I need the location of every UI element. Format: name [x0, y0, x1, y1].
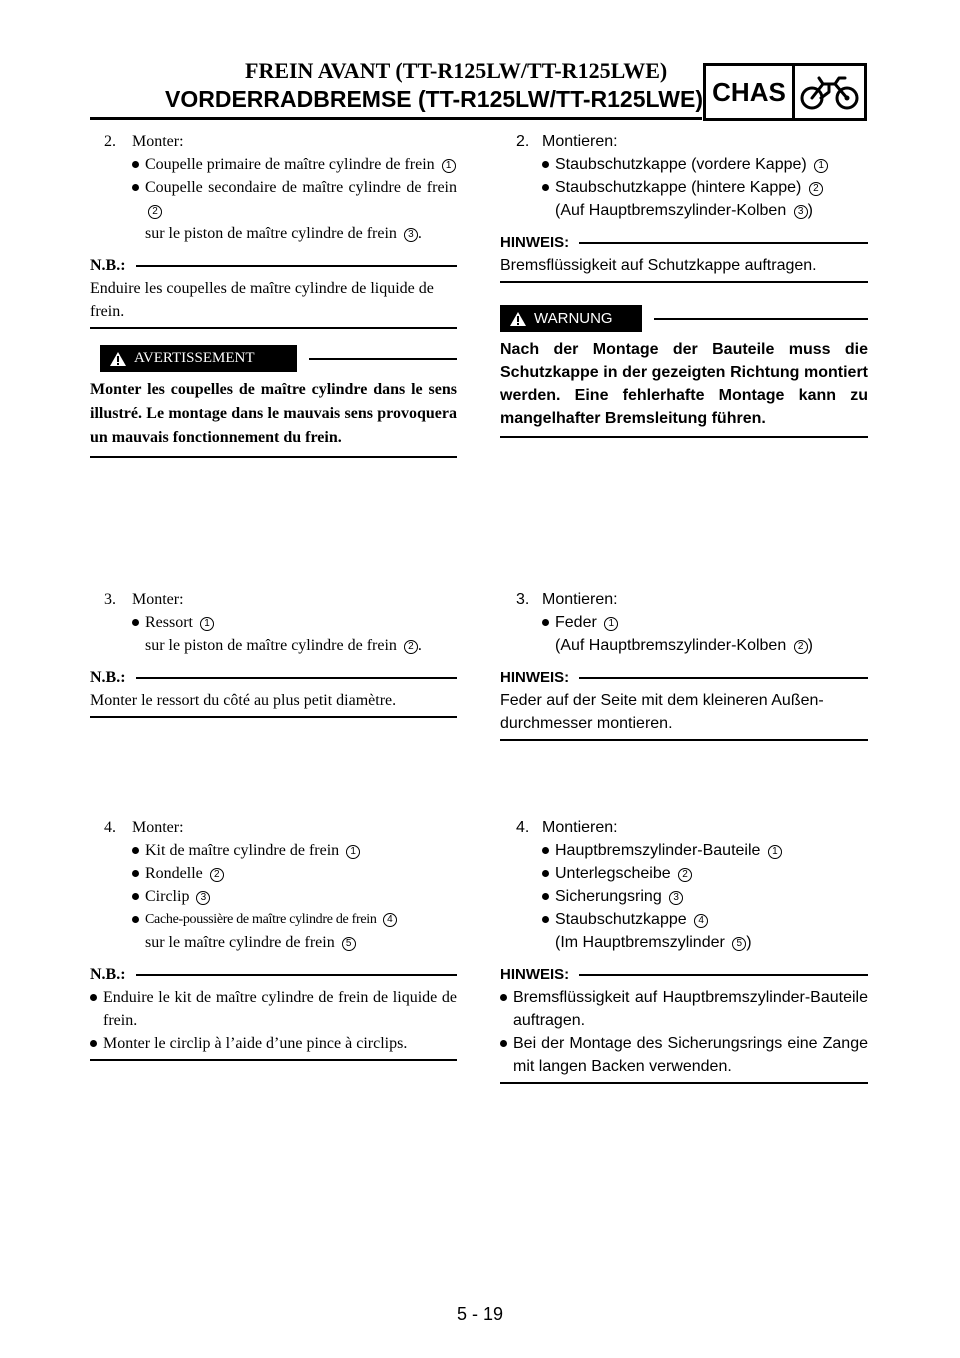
target-text: sur le piston de maître cylindre de frein 3 . — [145, 225, 422, 242]
list-item: Staubschutzkappe (vordere Kappe) 1 — [500, 153, 868, 176]
note-body: Feder auf der Seite mit dem kleineren Außen-durchmesser montieren. — [500, 689, 868, 741]
note-header: N.B.: — [90, 254, 457, 277]
callout-number: 2 — [148, 205, 162, 219]
note-item: Monter le circlip à l’aide d’une pince à circlips. — [90, 1032, 457, 1055]
target-text: (Auf Hauptbremszylinder-Kolben 2 ) — [555, 637, 813, 654]
de-step2: 2. Montieren: Staubschutzkappe (vordere Kappe) 1 Staubschutzkappe (hintere Kappe) 2 (Auf Hauptbremszylinder-Kolben 3 ) HINWEIS: Bremsflüssigkeit auf Schutzkappe auftragen. WARNUNG Nach der Montage der Bauteile muss die Schutzkappe in der gezeigten Richtung montiert werden. Eine fehlerhafte Montage kann zu mangelhafter Bremsleitung führen. — [500, 130, 868, 438]
step-number: 2. — [104, 133, 116, 150]
callout-number: 1 — [768, 845, 782, 859]
callout-number: 1 — [604, 617, 618, 631]
note-body: Enduire les coupelles de maître cylindre de liquide de frein. — [90, 277, 457, 329]
list-item: Circlip 3 — [90, 885, 457, 908]
target-text: sur le maître cylindre de frein 5 — [90, 931, 457, 954]
note-body: Bremsflüssigkeit auf Schutzkappe auftragen. — [500, 254, 868, 283]
list-item: Coupelle primaire de maître cylindre de frein 1 — [90, 153, 457, 176]
warning-icon — [110, 352, 126, 366]
de-step3: 3. Montieren: Feder 1 (Auf Hauptbremszylinder-Kolben 2 ) HINWEIS: Feder auf der Seite mit dem kleineren Außen-durchmesser montieren. — [500, 588, 868, 741]
note-body — [90, 986, 457, 1061]
step-title: Montieren: — [542, 819, 618, 836]
note-item: Enduire le kit de maître cylindre de frein de liquide de frein. — [90, 986, 457, 1032]
warning-header: AVERTISSEMENT — [100, 345, 457, 372]
callout-number: 1 — [814, 159, 828, 173]
list-item: Coupelle secondaire de maître cylindre de frein 2 — [90, 176, 457, 222]
list-item: Staubschutzkappe 4 — [500, 908, 868, 931]
callout-number: 1 — [346, 845, 360, 859]
step-title: Montieren: — [542, 591, 618, 608]
section-label: CHAS — [706, 66, 795, 118]
warning-text: Monter les coupelles de maître cylindre dans le sens illustré. Le montage dans le mauvais sens provoquera un mauvais fonctionnement du frein. — [90, 378, 457, 458]
callout-number: 3 — [669, 891, 683, 905]
step-title: Montieren: — [542, 133, 618, 150]
callout-number: 3 — [404, 228, 418, 242]
target-text: sur le piston de maître cylindre de frein 2 . — [145, 637, 422, 654]
callout-number: 1 — [442, 159, 456, 173]
callout-number: 5 — [342, 937, 356, 951]
section-badge — [703, 63, 867, 121]
header-rule — [90, 117, 702, 120]
list-item: Cache-poussière de maître cylindre de frein 4 — [90, 908, 457, 931]
warning-text: Nach der Montage der Bauteile muss die Schutzkappe in der gezeigten Richtung montiert werden. Eine fehlerhafte Montage kann zu mangelhafter Bremsleitung führen. — [500, 338, 868, 438]
fr-step3: 3. Monter: Ressort 1 sur le piston de maître cylindre de frein 2 . N.B.: Monter le ressort du côté au plus petit diamètre. — [90, 588, 457, 718]
warning-header: WARNUNG — [500, 305, 868, 332]
callout-number: 4 — [694, 914, 708, 928]
list-item: Feder 1 — [500, 611, 868, 634]
warning-icon — [510, 312, 526, 326]
page-number: 5 - 19 — [456, 1304, 504, 1324]
callout-number: 4 — [383, 913, 397, 927]
callout-number: 1 — [200, 617, 214, 631]
step-title: Monter: — [132, 819, 184, 836]
note-body: Monter le ressort du côté au plus petit diamètre. — [90, 689, 457, 718]
callout-number: 3 — [196, 891, 210, 905]
header-title-de: VORDERRADBREMSE (TT-R125LW/TT-R125LWE) — [165, 86, 703, 112]
fr-step2 — [90, 130, 457, 458]
note-header: HINWEIS: — [500, 666, 868, 689]
note-item: Bremsflüssigkeit auf Hauptbremszylinder-Bauteile auftragen. — [500, 986, 868, 1032]
note-header: N.B.: — [90, 666, 457, 689]
target-text: (Im Hauptbremszylinder 5 ) — [555, 934, 752, 951]
callout-number: 2 — [678, 868, 692, 882]
list-item: Unterlegscheibe 2 — [500, 862, 868, 885]
step-title: Monter: — [132, 133, 184, 150]
header-title-fr: FREIN AVANT (TT-R125LW/TT-R125LWE) — [245, 58, 668, 83]
list-item: Rondelle 2 — [90, 862, 457, 885]
list-item: Ressort 1 — [90, 611, 457, 634]
step-title: Monter: — [132, 591, 184, 608]
list-item: Sicherungsring 3 — [500, 885, 868, 908]
note-header: HINWEIS: — [500, 231, 868, 254]
target-text: (Auf Hauptbremszylinder-Kolben 3 ) — [555, 202, 813, 219]
list-item: Hauptbremszylinder-Bauteile 1 — [500, 839, 868, 862]
callout-number: 2 — [809, 182, 823, 196]
note-header: N.B.: — [90, 963, 457, 986]
de-step4: 4. Montieren: Hauptbremszylinder-Bauteile 1 Unterlegscheibe 2 Sicherungsring 3 Staubschutzkappe 4 (Im Hauptbremszylinder 5 ) HINWEIS: Bremsflüssigkeit auf Hauptbremszylinder-Bauteile auftragen. Bei der Montage des Sicherungsrings eine Zange mit langen Backen verwenden. — [500, 816, 868, 1084]
callout-number: 2 — [210, 868, 224, 882]
callout-number: 3 — [794, 205, 808, 219]
note-header: HINWEIS: — [500, 963, 868, 986]
callout-number: 2 — [404, 640, 418, 654]
note-body — [500, 986, 868, 1084]
list-item: Kit de maître cylindre de frein 1 — [90, 839, 457, 862]
fr-step4: 4. Monter: Kit de maître cylindre de frein 1 Rondelle 2 Circlip 3 Cache-poussière de maître cylindre de frein 4 sur le maître cylindre de frein 5 N.B.: Enduire le kit de maître cylindre de frein de liquide de frein. Monter le circlip à l’aide d’une pince à circlips. — [90, 816, 457, 1061]
note-item: Bei der Montage des Sicherungsrings eine Zange mit langen Backen verwenden. — [500, 1032, 868, 1078]
motorcycle-icon — [795, 66, 864, 118]
callout-number: 5 — [732, 937, 746, 951]
callout-number: 2 — [794, 640, 808, 654]
list-item: Staubschutzkappe (hintere Kappe) 2 — [500, 176, 868, 199]
